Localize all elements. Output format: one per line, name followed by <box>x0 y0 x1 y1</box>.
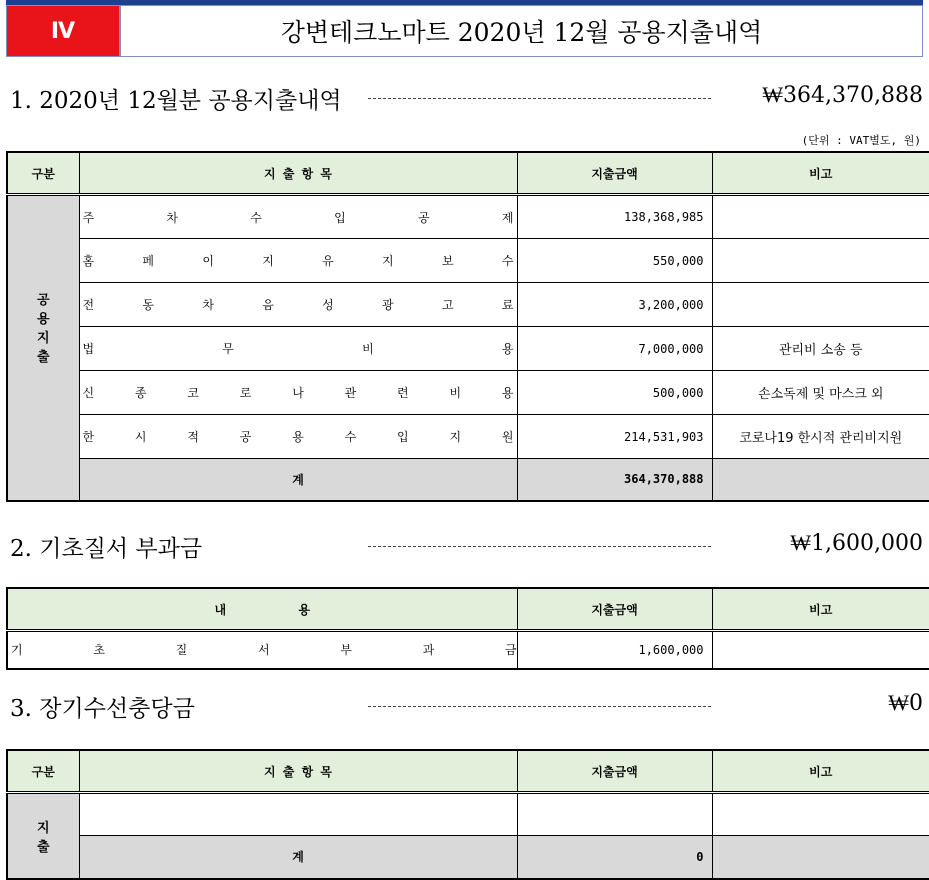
row-note <box>712 793 929 836</box>
col-category: 구분 <box>7 750 79 793</box>
section2-leader <box>368 546 711 547</box>
row-item <box>79 415 517 459</box>
section1-total-row <box>7 459 929 501</box>
row-note <box>712 239 929 283</box>
table-header-row <box>7 152 929 195</box>
item-char: 부 <box>340 643 352 658</box>
row-amount: 138,368,985 <box>517 195 712 239</box>
item-char: 유 <box>322 254 334 268</box>
table-row <box>7 195 929 239</box>
row-amount: 500,000 <box>517 371 712 415</box>
item-char: 용 <box>501 386 514 400</box>
item-char: 지 <box>382 254 394 268</box>
section3-heading <box>10 690 923 722</box>
item-char: 로 <box>239 386 252 400</box>
category-char: 출 <box>36 839 50 855</box>
item-char: 용 <box>501 342 514 356</box>
item-char: 제 <box>501 210 514 225</box>
item-char: 광 <box>382 298 394 312</box>
item-char: 무 <box>222 342 234 356</box>
category-char: 용 <box>36 312 50 328</box>
col-item: 지 출 항 목 <box>79 152 517 195</box>
row-item <box>79 327 517 371</box>
item-char: 법 <box>82 342 95 356</box>
category-cell <box>7 195 79 459</box>
row-note: 손소독제 및 마스크 외 <box>712 371 929 415</box>
section2-heading <box>10 530 923 562</box>
table-row <box>7 283 929 327</box>
total-label: 계 <box>79 459 517 501</box>
category-char: 지 <box>36 820 50 836</box>
item-char: 차 <box>166 210 178 225</box>
item-char: 지 <box>262 254 274 268</box>
category-cell <box>7 793 79 879</box>
col-note: 비고 <box>712 152 929 195</box>
item-char: 수 <box>344 430 357 444</box>
row-item <box>79 793 517 836</box>
row-note: 코로나19 한시적 관리비지원 <box>712 415 929 459</box>
category-char: 공 <box>36 293 50 309</box>
item-char: 료 <box>501 298 514 312</box>
item-char: 수 <box>250 210 262 225</box>
section2-title: 2. 기초질서 부과금 <box>10 536 203 562</box>
col-item: 지 출 항 목 <box>79 750 517 793</box>
item-char: 한 <box>82 430 95 444</box>
row-note <box>712 283 929 327</box>
row-amount: 1,600,000 <box>517 631 712 669</box>
item-char: 과 <box>422 643 435 658</box>
item-char: 동 <box>142 298 154 312</box>
col-note: 비고 <box>712 588 929 631</box>
table-header-row <box>7 588 929 631</box>
table-row <box>7 793 929 836</box>
item-char: 종 <box>134 386 147 400</box>
item-char: 입 <box>397 430 409 444</box>
item-char: 수 <box>501 254 514 268</box>
table-row <box>7 327 929 371</box>
item-char: 용 <box>292 430 304 444</box>
table-header-row <box>7 750 929 793</box>
item-char: 비 <box>362 342 374 356</box>
item-char: 이 <box>202 254 214 268</box>
item-char: 공 <box>239 430 252 444</box>
item-char: 신 <box>82 386 95 400</box>
section1-amount: ₩364,370,888 <box>762 83 923 108</box>
table-row <box>7 239 929 283</box>
row-amount: 214,531,903 <box>517 415 712 459</box>
section3-title: 3. 장기수선충당금 <box>10 696 195 722</box>
section3-total-row <box>7 836 929 879</box>
item-char: 적 <box>187 430 199 444</box>
col-amount: 지출금액 <box>517 750 712 793</box>
section3-leader <box>368 706 711 707</box>
row-item <box>79 239 517 283</box>
item-char: 서 <box>257 643 270 658</box>
section1-table <box>6 151 929 502</box>
total-label: 계 <box>79 836 517 879</box>
col-content: 내 용 <box>7 588 517 631</box>
table-row <box>7 371 929 415</box>
item-char: 보 <box>441 254 454 268</box>
section1-leader <box>368 98 711 99</box>
item-char: 페 <box>142 254 154 268</box>
section3-table <box>6 749 929 880</box>
item-char: 지 <box>449 430 462 444</box>
section1-title: 1. 2020년 12월분 공용지출내역 <box>10 88 342 114</box>
item-char: 성 <box>322 298 334 312</box>
item-char: 질 <box>175 643 188 658</box>
chapter-number: Ⅳ <box>7 6 121 56</box>
item-char: 비 <box>449 386 462 400</box>
item-char: 전 <box>82 298 95 312</box>
item-char: 관 <box>344 386 357 400</box>
unit-note: (단위 : VAT별도, 원) <box>801 134 921 147</box>
row-amount <box>517 793 712 836</box>
category-char: 출 <box>36 350 50 366</box>
row-note: 관리비 소송 등 <box>712 327 929 371</box>
row-note <box>712 631 929 669</box>
item-char: 공 <box>418 210 430 225</box>
col-amount: 지출금액 <box>517 588 712 631</box>
section2-table <box>6 587 929 670</box>
item-char: 나 <box>292 386 304 400</box>
total-note <box>712 459 929 501</box>
item-char: 시 <box>134 430 147 444</box>
report-title: 강변테크노마트 2020년 12월 공용지출내역 <box>280 18 763 47</box>
row-amount: 7,000,000 <box>517 327 712 371</box>
col-category: 구분 <box>7 152 79 195</box>
row-item <box>7 631 517 669</box>
item-char: 금 <box>504 643 517 658</box>
item-char: 차 <box>202 298 214 312</box>
row-note <box>712 195 929 239</box>
row-item <box>79 195 517 239</box>
report-header <box>6 5 923 57</box>
row-amount: 550,000 <box>517 239 712 283</box>
table-row <box>7 415 929 459</box>
col-amount: 지출금액 <box>517 152 712 195</box>
item-char: 홈 <box>82 254 95 268</box>
section2-amount: ₩1,600,000 <box>790 531 923 556</box>
item-char: 원 <box>501 430 514 444</box>
row-item <box>79 283 517 327</box>
item-char: 음 <box>262 298 274 312</box>
item-char: 초 <box>93 643 105 658</box>
total-note <box>712 836 929 879</box>
total-amount: 364,370,888 <box>517 459 712 501</box>
row-item <box>79 371 517 415</box>
item-char: 련 <box>397 386 409 400</box>
item-char: 입 <box>334 210 346 225</box>
category-cell-fill <box>7 459 79 501</box>
item-char: 기 <box>11 643 23 658</box>
item-char: 주 <box>82 210 95 225</box>
col-note: 비고 <box>712 750 929 793</box>
item-char: 코 <box>187 386 199 400</box>
table-row <box>7 631 929 669</box>
category-char: 지 <box>36 331 50 347</box>
total-amount: 0 <box>517 836 712 879</box>
item-char: 고 <box>441 298 454 312</box>
section1-heading <box>10 82 923 114</box>
row-amount: 3,200,000 <box>517 283 712 327</box>
section3-amount: ₩0 <box>888 691 923 716</box>
